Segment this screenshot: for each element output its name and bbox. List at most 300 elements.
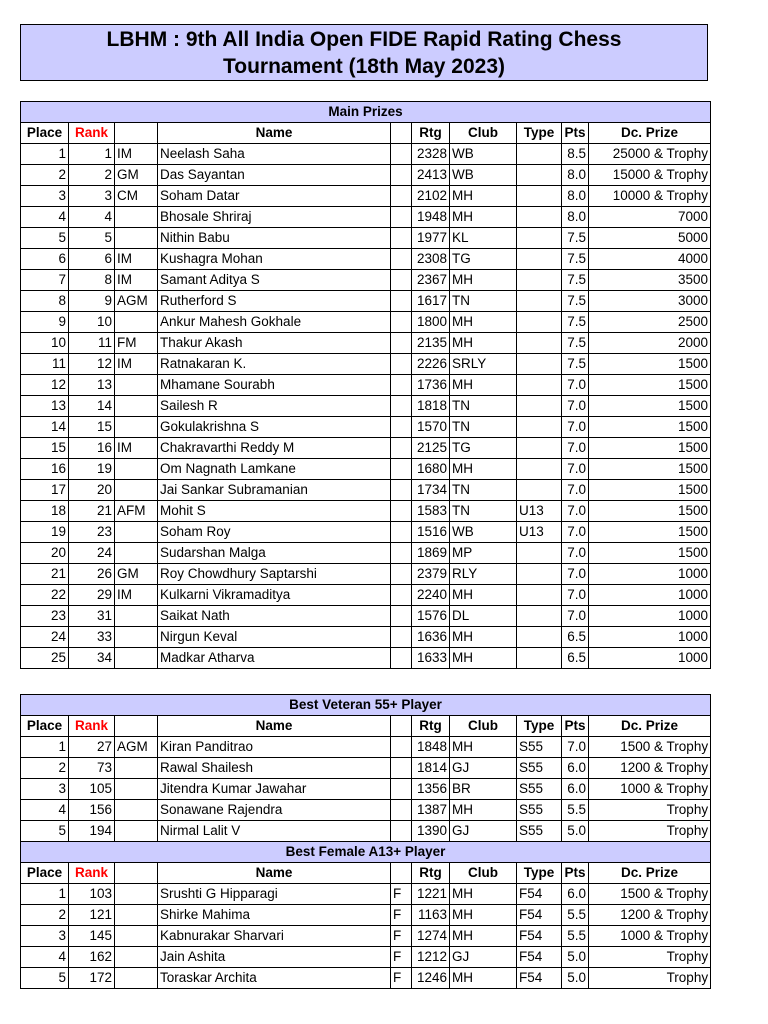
cell-rank: 24	[69, 543, 115, 564]
cell-prize: 15000 & Trophy	[589, 165, 711, 186]
cell-name: Kabnurakar Sharvari	[158, 926, 391, 947]
cell-pts: 5.5	[562, 926, 589, 947]
cell-sex	[391, 606, 412, 627]
header-rtg: Rtg	[412, 716, 450, 737]
cell-sex	[391, 354, 412, 375]
table-row	[21, 947, 711, 968]
cell-title: IM	[115, 354, 158, 375]
cell-title	[115, 459, 158, 480]
cell-name: Das Sayantan	[158, 165, 391, 186]
cell-pts: 7.5	[562, 249, 589, 270]
cell-sex	[391, 821, 412, 842]
cell-sex: F	[391, 947, 412, 968]
cell-title	[115, 312, 158, 333]
cell-sex	[391, 165, 412, 186]
cell-name: Toraskar Archita	[158, 968, 391, 989]
cell-sex	[391, 228, 412, 249]
cell-rank: 73	[69, 758, 115, 779]
header-name: Name	[158, 716, 391, 737]
cell-prize: 1000 & Trophy	[589, 779, 711, 800]
cell-place: 5	[21, 821, 69, 842]
cell-rtg: 1576	[412, 606, 450, 627]
cell-rank: 10	[69, 312, 115, 333]
cell-club: MH	[450, 648, 517, 669]
cell-club: GJ	[450, 758, 517, 779]
cell-pts: 5.0	[562, 821, 589, 842]
table-row	[21, 375, 711, 396]
cell-sex	[391, 312, 412, 333]
cell-sex	[391, 800, 412, 821]
header-prize: Dc. Prize	[589, 123, 711, 144]
table-row	[21, 480, 711, 501]
cell-name: Chakravarthi Reddy M	[158, 438, 391, 459]
cell-sex	[391, 585, 412, 606]
cell-place: 1	[21, 884, 69, 905]
cell-prize: 1000	[589, 627, 711, 648]
cell-name: Kulkarni Vikramaditya	[158, 585, 391, 606]
header-rtg: Rtg	[412, 863, 450, 884]
cell-type	[517, 480, 562, 501]
cell-prize: 5000	[589, 228, 711, 249]
cell-rank: 12	[69, 354, 115, 375]
header-prize: Dc. Prize	[589, 716, 711, 737]
cell-place: 2	[21, 165, 69, 186]
cell-type	[517, 228, 562, 249]
cell-place: 16	[21, 459, 69, 480]
cell-sex	[391, 417, 412, 438]
cell-club: TN	[450, 480, 517, 501]
cell-prize: 1500 & Trophy	[589, 737, 711, 758]
cell-club: KL	[450, 228, 517, 249]
cell-club: TG	[450, 438, 517, 459]
header-rtg: Rtg	[412, 123, 450, 144]
cell-rtg: 1221	[412, 884, 450, 905]
header-club: Club	[450, 123, 517, 144]
cell-rtg: 1246	[412, 968, 450, 989]
cell-type	[517, 144, 562, 165]
cell-place: 3	[21, 779, 69, 800]
header-name: Name	[158, 863, 391, 884]
table-row	[21, 438, 711, 459]
cell-type	[517, 270, 562, 291]
cell-name: Kiran Panditrao	[158, 737, 391, 758]
cell-rank: 2	[69, 165, 115, 186]
table-row	[21, 905, 711, 926]
cell-rank: 23	[69, 522, 115, 543]
cell-name: Bhosale Shriraj	[158, 207, 391, 228]
cell-rtg: 1633	[412, 648, 450, 669]
header-title	[115, 863, 158, 884]
cell-prize: 1500	[589, 501, 711, 522]
cell-place: 23	[21, 606, 69, 627]
cell-prize: Trophy	[589, 800, 711, 821]
cell-rank: 3	[69, 186, 115, 207]
cell-rtg: 1274	[412, 926, 450, 947]
cell-rank: 5	[69, 228, 115, 249]
cell-club: TN	[450, 396, 517, 417]
cell-club: GJ	[450, 821, 517, 842]
cell-prize: 1500	[589, 354, 711, 375]
cell-type	[517, 396, 562, 417]
cell-type: F54	[517, 884, 562, 905]
cell-place: 6	[21, 249, 69, 270]
cell-prize: 2500	[589, 312, 711, 333]
header-sex	[391, 863, 412, 884]
cell-club: MH	[450, 207, 517, 228]
cell-type: S55	[517, 758, 562, 779]
cell-rank: 156	[69, 800, 115, 821]
cell-pts: 8.0	[562, 165, 589, 186]
cell-rtg: 1617	[412, 291, 450, 312]
cell-title: IM	[115, 249, 158, 270]
cell-type: F54	[517, 947, 562, 968]
cell-prize: 1200 & Trophy	[589, 758, 711, 779]
cell-pts: 7.0	[562, 438, 589, 459]
cell-type: S55	[517, 821, 562, 842]
cell-type	[517, 333, 562, 354]
cell-rank: 4	[69, 207, 115, 228]
cell-club: MH	[450, 800, 517, 821]
table-row	[21, 884, 711, 905]
cell-pts: 7.0	[562, 396, 589, 417]
cell-prize: 25000 & Trophy	[589, 144, 711, 165]
section-heading: Main Prizes	[21, 102, 711, 123]
cell-rank: 13	[69, 375, 115, 396]
cell-title	[115, 758, 158, 779]
header-type: Type	[517, 716, 562, 737]
header-place: Place	[21, 863, 69, 884]
cell-club: MH	[450, 186, 517, 207]
cell-place: 18	[21, 501, 69, 522]
cell-sex	[391, 291, 412, 312]
cell-prize: 1000	[589, 648, 711, 669]
cell-rank: 33	[69, 627, 115, 648]
cell-rank: 145	[69, 926, 115, 947]
cell-type	[517, 606, 562, 627]
header-club: Club	[450, 716, 517, 737]
cell-rtg: 2328	[412, 144, 450, 165]
cell-pts: 5.0	[562, 968, 589, 989]
cell-rtg: 1734	[412, 480, 450, 501]
cell-pts: 7.0	[562, 606, 589, 627]
cell-type: U13	[517, 501, 562, 522]
cell-rank: 16	[69, 438, 115, 459]
table-row	[21, 270, 711, 291]
cell-prize: 1000	[589, 564, 711, 585]
cell-prize: 1000	[589, 606, 711, 627]
veteran-female-table	[20, 694, 711, 989]
cell-title	[115, 627, 158, 648]
cell-title	[115, 821, 158, 842]
female-heading-row	[21, 842, 711, 863]
cell-place: 4	[21, 800, 69, 821]
cell-type	[517, 585, 562, 606]
cell-prize: 2000	[589, 333, 711, 354]
header-pts: Pts	[562, 716, 589, 737]
cell-type	[517, 354, 562, 375]
cell-type	[517, 438, 562, 459]
section-heading: Best Veteran 55+ Player	[21, 695, 711, 716]
cell-name: Sudarshan Malga	[158, 543, 391, 564]
cell-place: 21	[21, 564, 69, 585]
cell-place: 2	[21, 758, 69, 779]
table-row	[21, 396, 711, 417]
header-pts: Pts	[562, 863, 589, 884]
cell-club: MH	[450, 375, 517, 396]
cell-pts: 6.0	[562, 779, 589, 800]
cell-place: 5	[21, 968, 69, 989]
cell-title: AGM	[115, 737, 158, 758]
table-row	[21, 165, 711, 186]
cell-name: Jai Sankar Subramanian	[158, 480, 391, 501]
cell-type	[517, 165, 562, 186]
cell-rank: 8	[69, 270, 115, 291]
cell-title: IM	[115, 270, 158, 291]
table-row	[21, 417, 711, 438]
cell-club: WB	[450, 144, 517, 165]
cell-sex	[391, 522, 412, 543]
cell-name: Mohit S	[158, 501, 391, 522]
cell-rank: 9	[69, 291, 115, 312]
header-rank: Rank	[69, 716, 115, 737]
table-row	[21, 627, 711, 648]
cell-rank: 15	[69, 417, 115, 438]
cell-pts: 7.5	[562, 291, 589, 312]
cell-pts: 5.5	[562, 905, 589, 926]
cell-name: Nirgun Keval	[158, 627, 391, 648]
column-header-row	[21, 123, 711, 144]
cell-title: AGM	[115, 291, 158, 312]
cell-name: Neelash Saha	[158, 144, 391, 165]
cell-sex	[391, 737, 412, 758]
cell-club: MH	[450, 926, 517, 947]
cell-prize: 1500	[589, 522, 711, 543]
cell-type	[517, 291, 562, 312]
cell-sex	[391, 564, 412, 585]
cell-rtg: 2240	[412, 585, 450, 606]
cell-rank: 162	[69, 947, 115, 968]
cell-place: 12	[21, 375, 69, 396]
cell-prize: 1500	[589, 375, 711, 396]
cell-title	[115, 779, 158, 800]
table-row	[21, 648, 711, 669]
column-header-row	[21, 716, 711, 737]
table-row	[21, 737, 711, 758]
cell-prize: 1500	[589, 480, 711, 501]
cell-title	[115, 884, 158, 905]
header-name: Name	[158, 123, 391, 144]
cell-type	[517, 459, 562, 480]
header-place: Place	[21, 716, 69, 737]
cell-sex	[391, 627, 412, 648]
cell-type	[517, 375, 562, 396]
header-title	[115, 123, 158, 144]
table-row	[21, 968, 711, 989]
cell-pts: 7.5	[562, 228, 589, 249]
cell-type: F54	[517, 968, 562, 989]
cell-club: TN	[450, 291, 517, 312]
cell-name: Jitendra Kumar Jawahar	[158, 779, 391, 800]
table-row	[21, 249, 711, 270]
cell-title	[115, 207, 158, 228]
cell-name: Nirmal Lalit V	[158, 821, 391, 842]
cell-place: 3	[21, 926, 69, 947]
cell-name: Rutherford S	[158, 291, 391, 312]
cell-rtg: 1583	[412, 501, 450, 522]
cell-club: GJ	[450, 947, 517, 968]
header-sex	[391, 123, 412, 144]
cell-sex	[391, 758, 412, 779]
cell-rank: 103	[69, 884, 115, 905]
cell-sex	[391, 501, 412, 522]
cell-rank: 11	[69, 333, 115, 354]
cell-place: 8	[21, 291, 69, 312]
cell-name: Sonawane Rajendra	[158, 800, 391, 821]
cell-type	[517, 564, 562, 585]
title-line-2: Tournament (18th May 2023)	[222, 54, 505, 78]
cell-place: 17	[21, 480, 69, 501]
table-row	[21, 207, 711, 228]
cell-rtg: 2135	[412, 333, 450, 354]
cell-rank: 26	[69, 564, 115, 585]
cell-prize: 1500	[589, 396, 711, 417]
cell-type: F54	[517, 926, 562, 947]
cell-pts: 7.5	[562, 270, 589, 291]
cell-pts: 7.0	[562, 417, 589, 438]
table-row	[21, 585, 711, 606]
cell-title	[115, 522, 158, 543]
header-type: Type	[517, 123, 562, 144]
cell-sex	[391, 396, 412, 417]
cell-place: 1	[21, 737, 69, 758]
cell-rtg: 1636	[412, 627, 450, 648]
cell-rank: 194	[69, 821, 115, 842]
cell-pts: 7.0	[562, 522, 589, 543]
cell-club: SRLY	[450, 354, 517, 375]
page-title	[20, 24, 708, 81]
cell-rtg: 1570	[412, 417, 450, 438]
cell-sex	[391, 779, 412, 800]
cell-sex	[391, 249, 412, 270]
cell-rank: 1	[69, 144, 115, 165]
cell-club: TN	[450, 417, 517, 438]
main-prizes-heading-row	[21, 102, 711, 123]
cell-sex: F	[391, 905, 412, 926]
cell-rtg: 1800	[412, 312, 450, 333]
cell-rank: 27	[69, 737, 115, 758]
cell-name: Ratnakaran K.	[158, 354, 391, 375]
cell-sex	[391, 648, 412, 669]
cell-name: Saikat Nath	[158, 606, 391, 627]
cell-title: CM	[115, 186, 158, 207]
table-row	[21, 779, 711, 800]
cell-prize: 1500 & Trophy	[589, 884, 711, 905]
cell-rtg: 1356	[412, 779, 450, 800]
cell-place: 13	[21, 396, 69, 417]
cell-rank: 21	[69, 501, 115, 522]
cell-rtg: 1948	[412, 207, 450, 228]
cell-title	[115, 947, 158, 968]
cell-type: S55	[517, 800, 562, 821]
cell-place: 19	[21, 522, 69, 543]
cell-pts: 8.0	[562, 186, 589, 207]
cell-place: 22	[21, 585, 69, 606]
cell-rtg: 2379	[412, 564, 450, 585]
table-row	[21, 522, 711, 543]
cell-place: 3	[21, 186, 69, 207]
cell-prize: 1500	[589, 438, 711, 459]
table-row	[21, 800, 711, 821]
cell-rank: 20	[69, 480, 115, 501]
cell-type	[517, 648, 562, 669]
veteran-heading-row	[21, 695, 711, 716]
cell-rank: 31	[69, 606, 115, 627]
cell-prize: 10000 & Trophy	[589, 186, 711, 207]
cell-place: 4	[21, 947, 69, 968]
cell-pts: 7.0	[562, 480, 589, 501]
header-prize: Dc. Prize	[589, 863, 711, 884]
cell-type	[517, 186, 562, 207]
cell-place: 24	[21, 627, 69, 648]
cell-club: RLY	[450, 564, 517, 585]
cell-type: S55	[517, 779, 562, 800]
header-type: Type	[517, 863, 562, 884]
cell-sex	[391, 186, 412, 207]
cell-name: Madkar Atharva	[158, 648, 391, 669]
cell-pts: 7.0	[562, 585, 589, 606]
cell-pts: 8.0	[562, 207, 589, 228]
cell-sex: F	[391, 968, 412, 989]
cell-rtg: 1212	[412, 947, 450, 968]
table-row	[21, 333, 711, 354]
cell-name: Thakur Akash	[158, 333, 391, 354]
cell-type	[517, 543, 562, 564]
cell-rtg: 2125	[412, 438, 450, 459]
table-row	[21, 354, 711, 375]
cell-prize: 1000	[589, 585, 711, 606]
column-header-row	[21, 863, 711, 884]
cell-title: IM	[115, 585, 158, 606]
cell-title	[115, 606, 158, 627]
table-row	[21, 186, 711, 207]
cell-club: MH	[450, 270, 517, 291]
cell-prize: 4000	[589, 249, 711, 270]
cell-place: 14	[21, 417, 69, 438]
main-prizes-table	[20, 101, 711, 669]
cell-sex	[391, 270, 412, 291]
cell-rtg: 1736	[412, 375, 450, 396]
cell-club: BR	[450, 779, 517, 800]
cell-pts: 7.0	[562, 501, 589, 522]
cell-pts: 7.0	[562, 564, 589, 585]
cell-name: Roy Chowdhury Saptarshi	[158, 564, 391, 585]
cell-name: Soham Datar	[158, 186, 391, 207]
cell-name: Kushagra Mohan	[158, 249, 391, 270]
table-row	[21, 926, 711, 947]
cell-rtg: 1818	[412, 396, 450, 417]
cell-name: Jain Ashita	[158, 947, 391, 968]
cell-pts: 6.0	[562, 758, 589, 779]
cell-title	[115, 480, 158, 501]
cell-sex	[391, 207, 412, 228]
table-row	[21, 228, 711, 249]
table-row	[21, 459, 711, 480]
cell-pts: 6.5	[562, 627, 589, 648]
cell-prize: 3500	[589, 270, 711, 291]
table-row	[21, 564, 711, 585]
cell-rtg: 1848	[412, 737, 450, 758]
cell-pts: 7.0	[562, 459, 589, 480]
